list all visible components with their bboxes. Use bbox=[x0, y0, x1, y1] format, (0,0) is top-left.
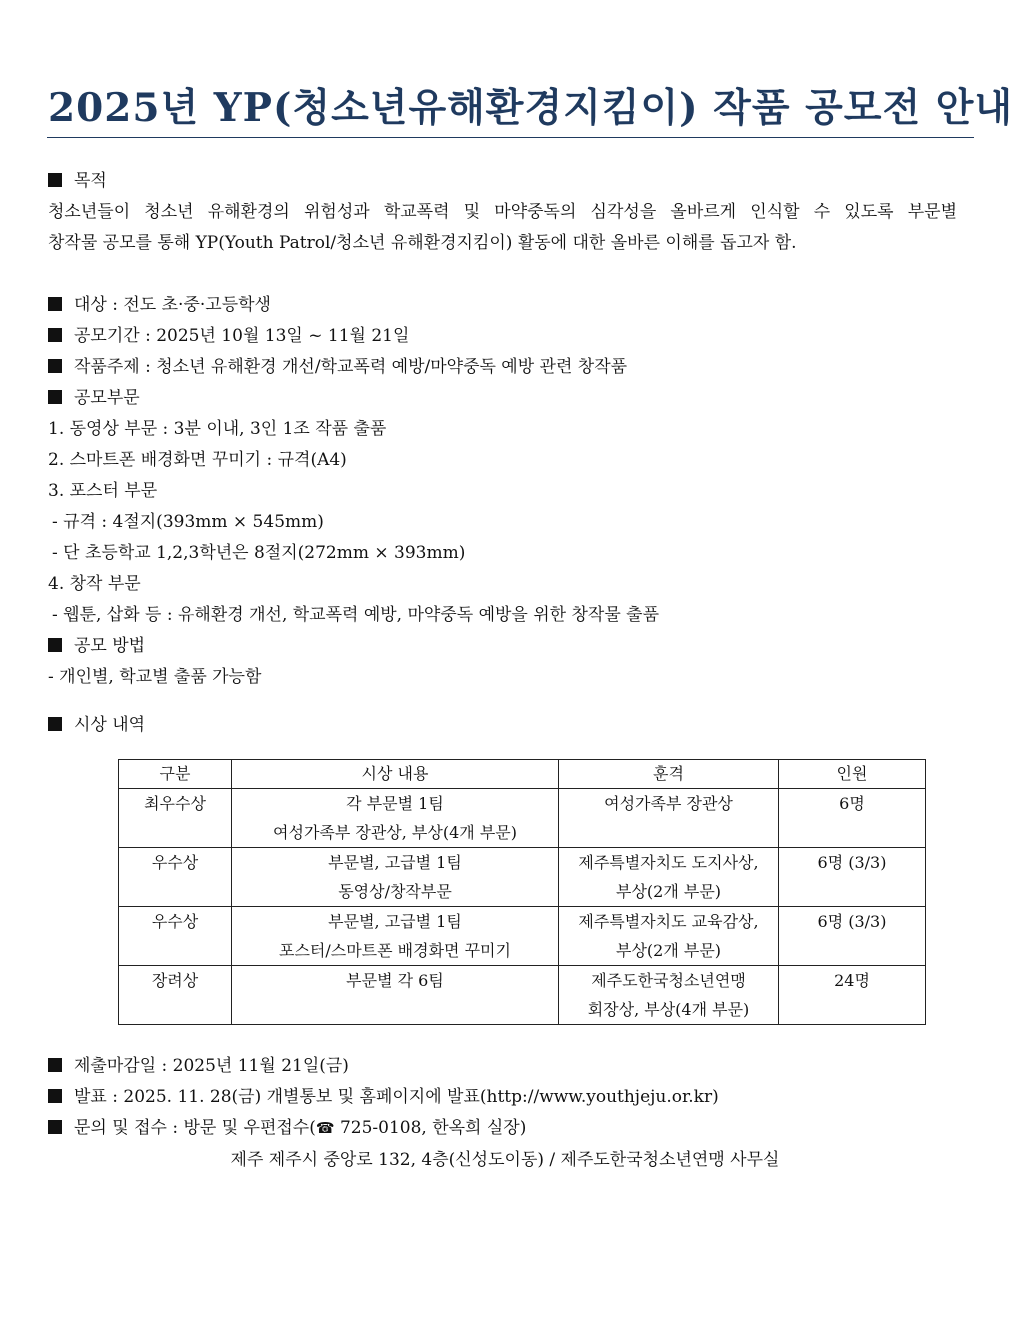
column-header: 시상 내용 bbox=[232, 760, 559, 789]
method-heading-text: 공모 방법 bbox=[74, 636, 146, 656]
award-honor-line: 부상(2개 부문) bbox=[615, 941, 722, 960]
award-grade: 최우수상 bbox=[119, 789, 232, 848]
category-item: 2. 스마트폰 배경화면 꾸미기 : 규격(A4) bbox=[48, 450, 347, 470]
announcement-text: 발표 : 2025. 11. 28(금) 개별통보 및 홈페이지에 발표(http://www.youthjeju.or.kr) bbox=[74, 1087, 719, 1107]
award-grade: 우수상 bbox=[119, 848, 232, 907]
table-row bbox=[119, 789, 926, 848]
square-bullet-icon bbox=[48, 390, 62, 404]
square-bullet-icon bbox=[48, 359, 62, 373]
square-bullet-icon bbox=[48, 1058, 62, 1072]
award-honor-line: 여성가족부 장관상 bbox=[604, 794, 733, 813]
table-row bbox=[119, 848, 926, 907]
square-bullet-icon bbox=[48, 1089, 62, 1103]
deadline-item bbox=[48, 1055, 349, 1077]
award-honor bbox=[559, 789, 779, 848]
purpose-heading-text: 목적 bbox=[74, 171, 107, 191]
category-item: 1. 동영상 부문 : 3분 이내, 3인 1조 작품 출품 bbox=[48, 419, 387, 439]
award-count: 6명 bbox=[779, 789, 926, 848]
award-content bbox=[232, 907, 559, 966]
theme-item bbox=[48, 356, 627, 378]
period-item bbox=[48, 325, 409, 347]
contact-address: 제주 제주시 중앙로 132, 4층(신성도이동) / 제주도한국청소년연맹 사무실 bbox=[230, 1150, 780, 1170]
table-header-row bbox=[119, 760, 926, 789]
column-header: 인원 bbox=[779, 760, 926, 789]
award-honor-line: 제주특별자치도 교육감상, bbox=[578, 912, 759, 931]
square-bullet-icon bbox=[48, 638, 62, 652]
award-content-line: 부문별, 고급별 1팀 bbox=[328, 912, 462, 931]
awards-heading-text: 시상 내역 bbox=[74, 715, 146, 735]
award-content-line: 부문별 각 6팀 bbox=[346, 971, 444, 990]
award-grade: 우수상 bbox=[119, 907, 232, 966]
award-honor-line: 부상(2개 부문) bbox=[615, 882, 722, 901]
awards-table bbox=[118, 759, 926, 1025]
square-bullet-icon bbox=[48, 173, 62, 187]
award-content-line: 각 부문별 1팀 bbox=[346, 794, 444, 813]
period-text: 공모기간 : 2025년 10월 13일 ~ 11월 21일 bbox=[74, 326, 410, 346]
category-item: 4. 창작 부문 bbox=[48, 574, 141, 594]
category-subitem: - 규격 : 4절지(393mm × 545mm) bbox=[52, 512, 324, 532]
award-count: 6명 (3/3) bbox=[779, 907, 926, 966]
award-count: 24명 bbox=[779, 966, 926, 1025]
announcement-item bbox=[48, 1086, 719, 1108]
award-content-line: 여성가족부 장관상, 부상(4개 부문) bbox=[273, 823, 517, 842]
section-categories-heading bbox=[48, 387, 140, 409]
deadline-text: 제출마감일 : 2025년 11월 21일(금) bbox=[74, 1056, 349, 1076]
section-purpose-heading bbox=[48, 170, 107, 192]
award-content bbox=[232, 789, 559, 848]
purpose-text-line-1: 청소년들이 청소년 유해환경의 위험성과 학교폭력 및 마약중독의 심각성을 올바르게 인식할 수 있도록 부문별 bbox=[48, 202, 957, 222]
award-content bbox=[232, 848, 559, 907]
target-text: 대상 : 전도 초·중·고등학생 bbox=[74, 295, 271, 315]
square-bullet-icon bbox=[48, 328, 62, 342]
contact-prefix: 문의 및 접수 : 방문 및 우편접수( bbox=[74, 1118, 316, 1138]
square-bullet-icon bbox=[48, 1120, 62, 1134]
award-content bbox=[232, 966, 559, 1025]
award-content-line: 동영상/창작부문 bbox=[338, 882, 452, 901]
table-row bbox=[119, 966, 926, 1025]
target-item bbox=[48, 294, 271, 316]
method-detail: - 개인별, 학교별 출품 가능함 bbox=[48, 667, 262, 687]
section-method-heading bbox=[48, 635, 145, 657]
title-divider bbox=[47, 137, 974, 138]
award-honor-line: 제주도한국청소년연맹 bbox=[591, 971, 746, 990]
award-content-line: 부문별, 고급별 1팀 bbox=[328, 853, 462, 872]
category-item: 3. 포스터 부문 bbox=[48, 481, 158, 501]
section-awards-heading bbox=[48, 714, 145, 736]
column-header: 구분 bbox=[119, 760, 232, 789]
category-subitem: - 웹툰, 삽화 등 : 유해환경 개선, 학교폭력 예방, 마약중독 예방을 위한 창작물 출품 bbox=[52, 605, 660, 625]
square-bullet-icon bbox=[48, 717, 62, 731]
phone-icon: ☎ bbox=[315, 1119, 335, 1137]
award-content-line: 포스터/스마트폰 배경화면 꾸미기 bbox=[279, 941, 511, 960]
award-honor bbox=[559, 848, 779, 907]
award-honor-line: 제주특별자치도 도지사상, bbox=[578, 853, 759, 872]
purpose-text-line-2: 창작물 공모를 통해 YP(Youth Patrol/청소년 유해환경지킴이) 활동에 대한 올바른 이해를 돕고자 함. bbox=[48, 233, 797, 253]
theme-text: 작품주제 : 청소년 유해환경 개선/학교폭력 예방/마약중독 예방 관련 창작품 bbox=[74, 357, 628, 377]
award-grade: 장려상 bbox=[119, 966, 232, 1025]
award-honor-line: 회장상, 부상(4개 부문) bbox=[587, 1000, 750, 1019]
column-header: 훈격 bbox=[559, 760, 779, 789]
square-bullet-icon bbox=[48, 297, 62, 311]
award-honor bbox=[559, 907, 779, 966]
page-title: 2025년 YP(청소년유해환경지킴이) 작품 공모전 안내 bbox=[48, 85, 1014, 131]
category-subitem: - 단 초등학교 1,2,3학년은 8절지(272mm × 393mm) bbox=[52, 543, 466, 563]
contact-item bbox=[48, 1117, 526, 1139]
categories-heading-text: 공모부문 bbox=[74, 388, 140, 408]
award-count: 6명 (3/3) bbox=[779, 848, 926, 907]
contact-suffix: 725-0108, 한옥희 실장) bbox=[334, 1118, 527, 1138]
award-honor bbox=[559, 966, 779, 1025]
table-row bbox=[119, 907, 926, 966]
